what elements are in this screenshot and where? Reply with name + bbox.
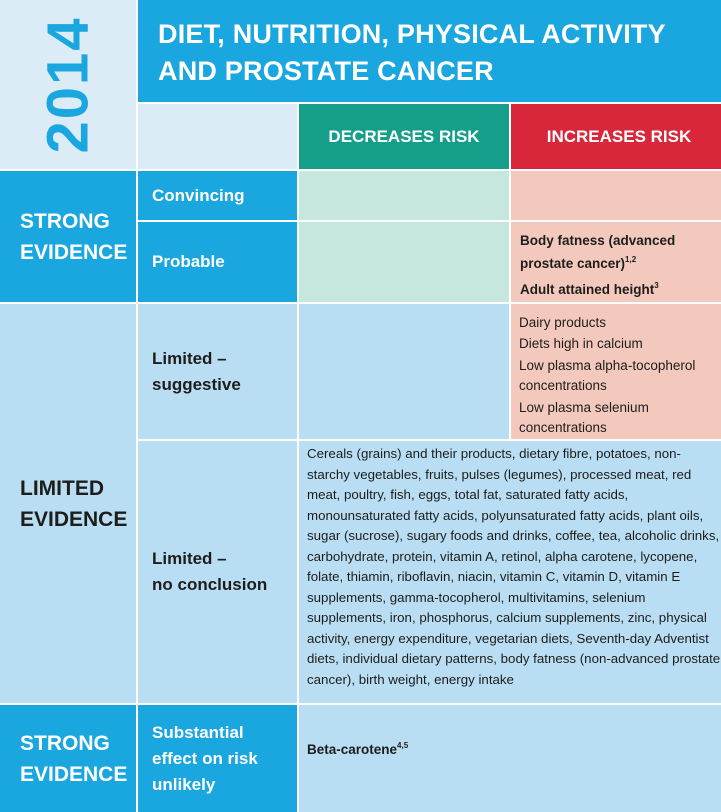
list-item: Low plasma selenium concentrations (519, 399, 649, 436)
band-line-2: EVIDENCE (20, 762, 128, 786)
band-line-1: STRONG (20, 209, 110, 233)
band-line-1: LIMITED (20, 476, 104, 500)
strong-evidence-band-bottom (0, 705, 136, 812)
year-panel (0, 0, 136, 169)
increases-risk-header: INCREASES RISK (511, 104, 721, 169)
page-title (138, 0, 721, 102)
title-line-2: AND PROSTATE CANCER (158, 56, 494, 86)
limited-suggestive-decreases-cell (299, 304, 509, 439)
no-conclusion-text: Cereals (grains) and their products, dietary fibre, potatoes, non-starchy vegetables, fruits, pulses (legumes), processed meat, red meat, poultry, fish, eggs, total fat, saturated fatty acids, monounsaturated fatty acids, polyunsaturated fatty acids, plant oils, sugar (sucrose), sugary foods and drinks, coffee, tea, alcoholic drinks, carbohydrate, protein, vitamin A, retinol, alpha carotene, lycopene, folate, thiamin, riboflavin, niacin, vitamin C, vitamin D, vitamin E supplements, gamma-tocopherol, multivitamins, selenium supplements, iron, phosphorus, calcium supplements, zinc, physical activity, energy expenditure, vegetarian diets, Seventh-day Adventist diets, individual dietary patterns, body fatness (non-advanced prostate cancer), birth weight, energy intake (307, 446, 721, 687)
row-label-convincing: Convincing (138, 171, 297, 220)
list-item: Low plasma alpha-tocopherol concentrations (519, 357, 696, 394)
title-line-1: DIET, NUTRITION, PHYSICAL ACTIVITY (158, 19, 666, 49)
decreases-risk-header: DECREASES RISK (299, 104, 509, 169)
strong-evidence-band-top (0, 171, 136, 302)
probable-increases-cell (511, 222, 721, 302)
limited-evidence-band (0, 304, 136, 703)
year-label: 2014 (35, 15, 101, 154)
limited-suggestive-increases-cell (511, 304, 721, 439)
band-line-2: EVIDENCE (20, 507, 128, 531)
list-item: Dairy products (519, 315, 607, 330)
substantial-effect-cell (299, 705, 721, 812)
list-item: Diets high in calcium (519, 336, 643, 352)
list-item: Body fatness (advanced prostate cancer)$^{1,2}$ (520, 233, 676, 271)
band-line-2: EVIDENCE (20, 240, 128, 264)
list-item: Beta-carotene$^{4,5}$ (307, 741, 409, 757)
row-label-limited-no-conclusion: Limited – no conclusion (138, 441, 297, 703)
limited-no-conclusion-cell (299, 441, 721, 703)
row-label-probable: Probable (138, 222, 297, 302)
convincing-decreases-cell (299, 171, 509, 220)
band-line-1: STRONG (20, 731, 110, 755)
header-spacer (138, 104, 297, 169)
probable-decreases-cell (299, 222, 509, 302)
convincing-increases-cell (511, 171, 721, 220)
row-label-substantial-effect: Substantial effect on risk unlikely (138, 705, 297, 812)
row-label-limited-suggestive: Limited – suggestive (138, 304, 297, 439)
list-item: Adult attained height$^3$ (520, 281, 659, 297)
